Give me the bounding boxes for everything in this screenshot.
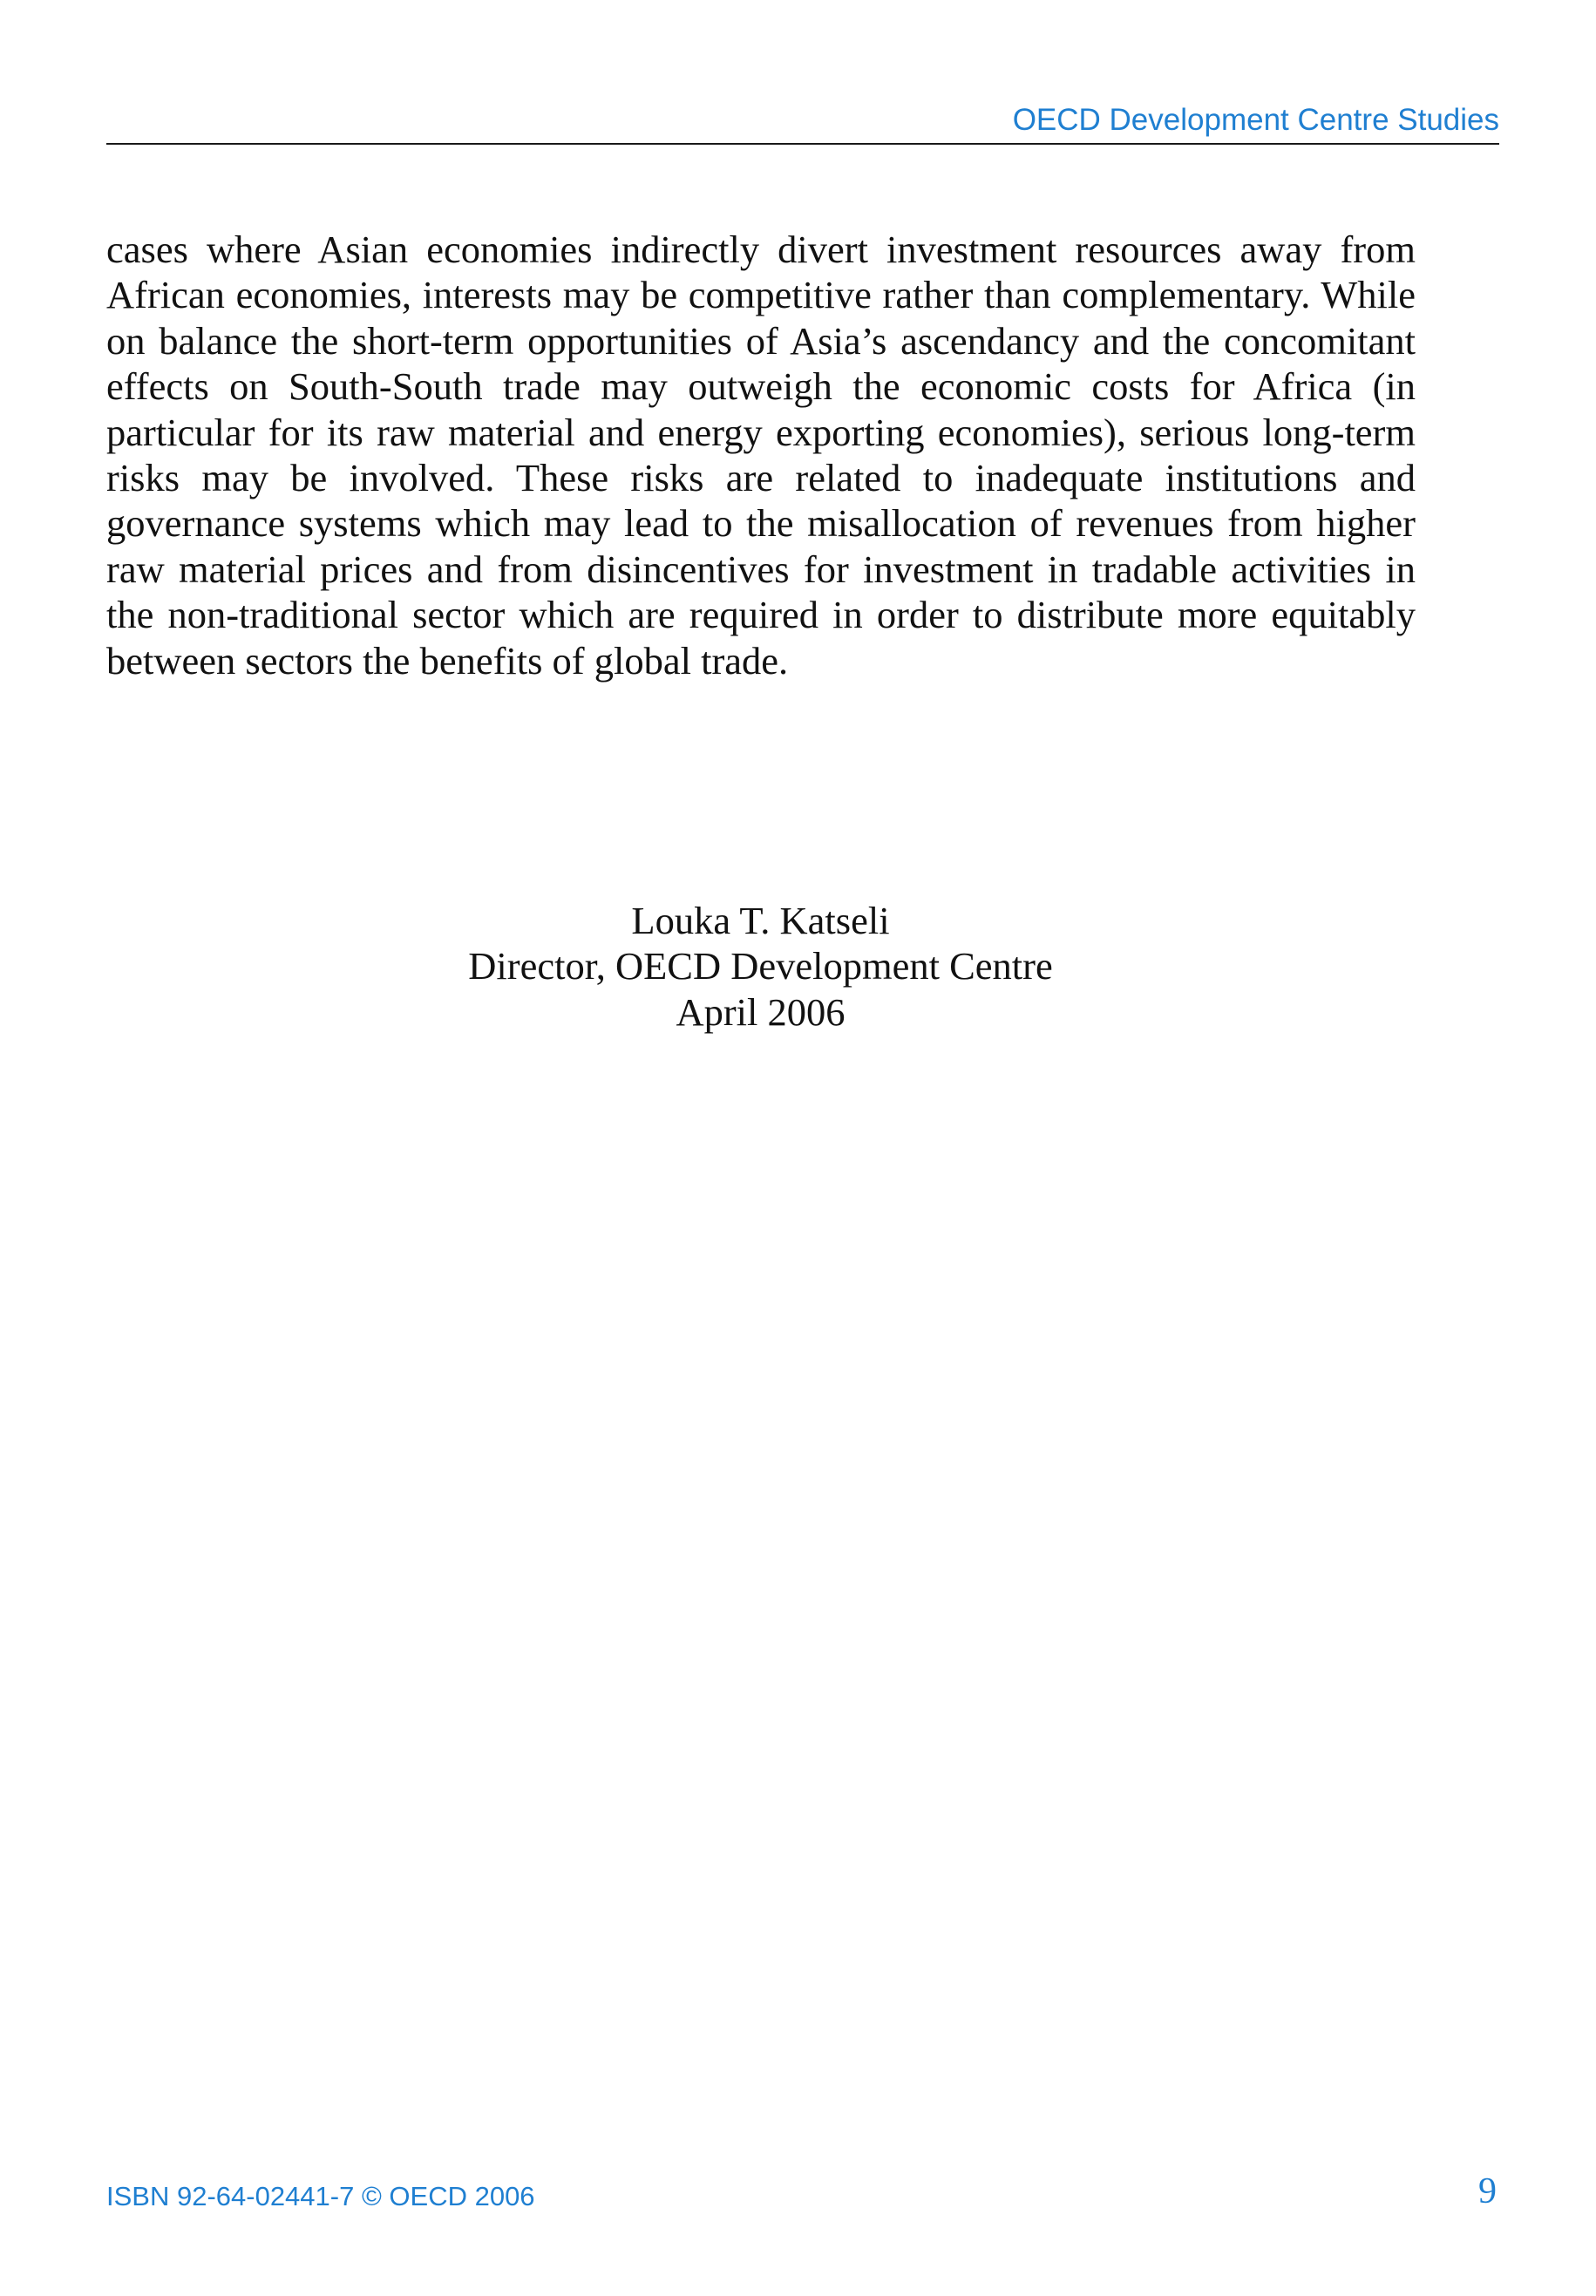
running-header	[106, 99, 1499, 145]
signatory-position: Director, OECD Development Centre	[468, 944, 1053, 988]
page-number: 9	[1478, 2171, 1497, 2211]
footer-isbn: ISBN 92-64-02441-7 © OECD 2006	[106, 2181, 535, 2211]
running-header-title: OECD Development Centre Studies	[1012, 103, 1499, 137]
body-paragraph: cases where Asian economies indirectly divert investment resources away from African economies, interests may be competitive rather than complementary. While on balance the short-term opportunities of Asia’s ascendancy and the concomitant effects on South-South trade may outweigh the economic costs for Africa (in particular for its raw material and energy exporting economies), serious long-term risks may be involved. These risks are related to inadequate institutions and governance systems which may lead to the misallocation of revenues from higher raw material prices and from disincentives for investment in tradable activities in the non-traditional sector which are required in order to distribute more equitably between sectors the benefits of global trade.	[106, 228, 1416, 683]
signatory-name: Louka T. Katseli	[631, 899, 890, 942]
signature-block	[0, 898, 1521, 1035]
signature-date: April 2006	[676, 989, 846, 1034]
